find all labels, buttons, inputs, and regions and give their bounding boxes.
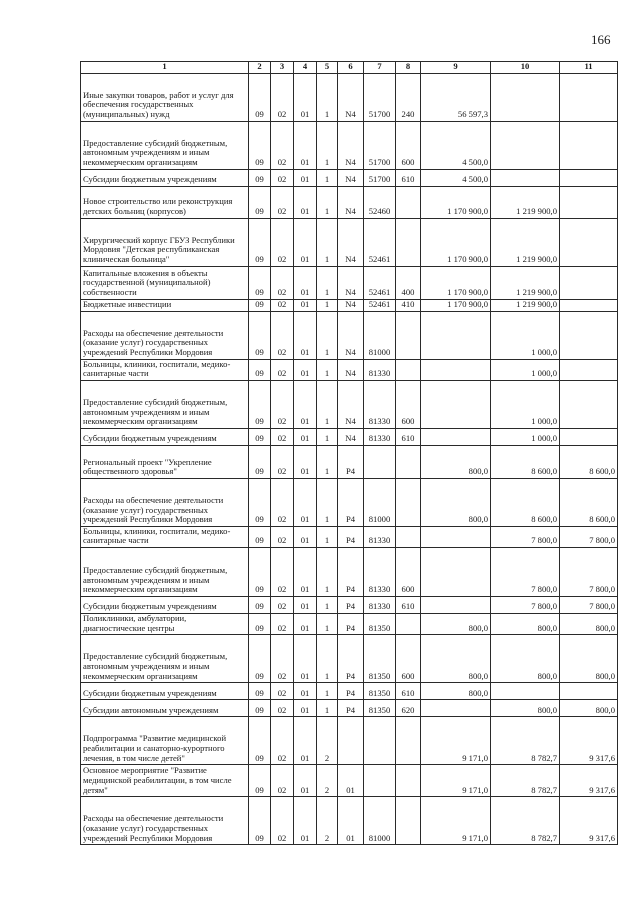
code-cell: 81000 bbox=[364, 797, 396, 845]
amount-col9: 56 597,3 bbox=[421, 73, 491, 121]
amount-col11: 800,0 bbox=[560, 613, 618, 634]
code-cell bbox=[364, 765, 396, 797]
amount-col9 bbox=[421, 311, 491, 359]
code-cell: 51700 bbox=[364, 169, 396, 186]
code-cell: 52461 bbox=[364, 299, 396, 311]
code-cell: 02 bbox=[271, 218, 294, 266]
amount-col10 bbox=[491, 169, 560, 186]
amount-col10: 1 219 900,0 bbox=[491, 299, 560, 311]
code-cell: N4 bbox=[338, 121, 364, 169]
code-cell: 01 bbox=[294, 683, 317, 700]
code-cell bbox=[338, 717, 364, 765]
table-row bbox=[81, 359, 618, 380]
code-cell: 81350 bbox=[364, 635, 396, 683]
code-cell bbox=[396, 218, 421, 266]
code-cell: P4 bbox=[338, 478, 364, 526]
column-header: 6 bbox=[338, 62, 364, 74]
amount-col9: 800,0 bbox=[421, 635, 491, 683]
code-cell: 02 bbox=[271, 613, 294, 634]
code-cell bbox=[396, 526, 421, 547]
amount-col10: 1 000,0 bbox=[491, 428, 560, 445]
amount-col10: 1 219 900,0 bbox=[491, 186, 560, 218]
amount-col11: 7 800,0 bbox=[560, 596, 618, 613]
code-cell: 2 bbox=[317, 765, 338, 797]
header-row bbox=[81, 62, 618, 74]
code-cell: 1 bbox=[317, 547, 338, 596]
code-cell: 600 bbox=[396, 121, 421, 169]
code-cell: 09 bbox=[249, 445, 271, 478]
code-cell: 02 bbox=[271, 266, 294, 299]
code-cell: 09 bbox=[249, 613, 271, 634]
amount-col10 bbox=[491, 121, 560, 169]
amount-col9: 9 171,0 bbox=[421, 765, 491, 797]
code-cell: 02 bbox=[271, 359, 294, 380]
code-cell: 09 bbox=[249, 121, 271, 169]
code-cell: 81330 bbox=[364, 596, 396, 613]
amount-col11: 9 317,6 bbox=[560, 717, 618, 765]
code-cell: 02 bbox=[271, 547, 294, 596]
code-cell: 09 bbox=[249, 428, 271, 445]
amount-col11: 8 600,0 bbox=[560, 478, 618, 526]
code-cell: 01 bbox=[294, 717, 317, 765]
code-cell: 1 bbox=[317, 445, 338, 478]
amount-col11 bbox=[560, 266, 618, 299]
code-cell: 1 bbox=[317, 266, 338, 299]
code-cell: 09 bbox=[249, 169, 271, 186]
amount-col9: 800,0 bbox=[421, 683, 491, 700]
row-name: Основное мероприятие "Развитие медицинской реабилитации, в том числе детям" bbox=[81, 765, 249, 797]
amount-col10: 1 219 900,0 bbox=[491, 218, 560, 266]
amount-col10: 1 000,0 bbox=[491, 359, 560, 380]
code-cell bbox=[396, 478, 421, 526]
table-row bbox=[81, 169, 618, 186]
code-cell: 2 bbox=[317, 797, 338, 845]
code-cell: 02 bbox=[271, 73, 294, 121]
code-cell: 1 bbox=[317, 683, 338, 700]
code-cell: N4 bbox=[338, 169, 364, 186]
code-cell: 02 bbox=[271, 717, 294, 765]
amount-col11 bbox=[560, 380, 618, 428]
code-cell: 01 bbox=[294, 635, 317, 683]
code-cell: N4 bbox=[338, 359, 364, 380]
code-cell bbox=[396, 765, 421, 797]
amount-col11 bbox=[560, 169, 618, 186]
code-cell: 52461 bbox=[364, 266, 396, 299]
row-name: Субсидии бюджетным учреждениям bbox=[81, 169, 249, 186]
table-row bbox=[81, 73, 618, 121]
column-header: 11 bbox=[560, 62, 618, 74]
amount-col10: 8 782,7 bbox=[491, 765, 560, 797]
code-cell: 620 bbox=[396, 700, 421, 717]
code-cell: 09 bbox=[249, 547, 271, 596]
code-cell: 400 bbox=[396, 266, 421, 299]
table-row bbox=[81, 635, 618, 683]
row-name: Предоставление субсидий бюджетным, автономным учреждениям и иным некоммерческим организациям bbox=[81, 547, 249, 596]
code-cell: 01 bbox=[294, 169, 317, 186]
amount-col11 bbox=[560, 299, 618, 311]
code-cell: P4 bbox=[338, 526, 364, 547]
amount-col11 bbox=[560, 311, 618, 359]
amount-col10: 800,0 bbox=[491, 700, 560, 717]
code-cell: 81000 bbox=[364, 311, 396, 359]
row-name: Новое строительство или реконструкция детских больниц (корпусов) bbox=[81, 186, 249, 218]
table-row bbox=[81, 797, 618, 845]
amount-col9: 800,0 bbox=[421, 445, 491, 478]
code-cell: 1 bbox=[317, 73, 338, 121]
row-name: Субсидии бюджетным учреждениям bbox=[81, 683, 249, 700]
code-cell: 02 bbox=[271, 169, 294, 186]
code-cell: 610 bbox=[396, 683, 421, 700]
code-cell: 1 bbox=[317, 311, 338, 359]
code-cell: P4 bbox=[338, 613, 364, 634]
code-cell: 02 bbox=[271, 700, 294, 717]
code-cell: P4 bbox=[338, 700, 364, 717]
code-cell: 52461 bbox=[364, 218, 396, 266]
table-row bbox=[81, 186, 618, 218]
code-cell: N4 bbox=[338, 428, 364, 445]
amount-col11 bbox=[560, 186, 618, 218]
code-cell: 02 bbox=[271, 428, 294, 445]
code-cell: 02 bbox=[271, 311, 294, 359]
row-name: Предоставление субсидий бюджетным, автономным учреждениям и иным некоммерческим организациям bbox=[81, 635, 249, 683]
table-row bbox=[81, 311, 618, 359]
column-header: 7 bbox=[364, 62, 396, 74]
code-cell: 81350 bbox=[364, 683, 396, 700]
code-cell: P4 bbox=[338, 635, 364, 683]
amount-col11 bbox=[560, 359, 618, 380]
amount-col9 bbox=[421, 380, 491, 428]
code-cell: P4 bbox=[338, 683, 364, 700]
table-row bbox=[81, 428, 618, 445]
code-cell: 09 bbox=[249, 311, 271, 359]
amount-col9 bbox=[421, 700, 491, 717]
code-cell: 02 bbox=[271, 186, 294, 218]
code-cell: 600 bbox=[396, 547, 421, 596]
code-cell bbox=[396, 186, 421, 218]
code-cell: 02 bbox=[271, 635, 294, 683]
code-cell: 09 bbox=[249, 596, 271, 613]
amount-col9: 1 170 900,0 bbox=[421, 218, 491, 266]
code-cell: 09 bbox=[249, 186, 271, 218]
code-cell: 01 bbox=[294, 445, 317, 478]
amount-col9 bbox=[421, 359, 491, 380]
code-cell: 1 bbox=[317, 700, 338, 717]
code-cell: 09 bbox=[249, 299, 271, 311]
code-cell: N4 bbox=[338, 299, 364, 311]
code-cell: 02 bbox=[271, 765, 294, 797]
code-cell: 02 bbox=[271, 380, 294, 428]
amount-col11: 9 317,6 bbox=[560, 797, 618, 845]
row-name: Больницы, клиники, госпитали, медико-санитарные части bbox=[81, 526, 249, 547]
code-cell: 09 bbox=[249, 478, 271, 526]
code-cell: P4 bbox=[338, 445, 364, 478]
table-row bbox=[81, 218, 618, 266]
code-cell: 09 bbox=[249, 359, 271, 380]
code-cell: P4 bbox=[338, 547, 364, 596]
code-cell bbox=[396, 359, 421, 380]
amount-col9: 800,0 bbox=[421, 478, 491, 526]
amount-col10: 8 600,0 bbox=[491, 445, 560, 478]
code-cell bbox=[396, 613, 421, 634]
amount-col9 bbox=[421, 526, 491, 547]
code-cell bbox=[396, 797, 421, 845]
row-name: Предоставление субсидий бюджетным, автономным учреждениям и иным некоммерческим организациям bbox=[81, 380, 249, 428]
code-cell: 81000 bbox=[364, 478, 396, 526]
code-cell: 09 bbox=[249, 683, 271, 700]
amount-col10 bbox=[491, 683, 560, 700]
table-row bbox=[81, 765, 618, 797]
amount-col9: 9 171,0 bbox=[421, 717, 491, 765]
code-cell: 02 bbox=[271, 596, 294, 613]
code-cell: 09 bbox=[249, 700, 271, 717]
column-header: 5 bbox=[317, 62, 338, 74]
code-cell: 01 bbox=[294, 218, 317, 266]
table-row bbox=[81, 547, 618, 596]
column-header: 2 bbox=[249, 62, 271, 74]
code-cell: 09 bbox=[249, 266, 271, 299]
code-cell: 01 bbox=[294, 121, 317, 169]
code-cell: 81330 bbox=[364, 547, 396, 596]
code-cell: 1 bbox=[317, 478, 338, 526]
code-cell: 81330 bbox=[364, 380, 396, 428]
amount-col11 bbox=[560, 428, 618, 445]
code-cell: 1 bbox=[317, 186, 338, 218]
amount-col10: 8 600,0 bbox=[491, 478, 560, 526]
code-cell: 01 bbox=[294, 797, 317, 845]
table-row bbox=[81, 299, 618, 311]
amount-col10: 8 782,7 bbox=[491, 797, 560, 845]
row-name: Подпрограмма "Развитие медицинской реабилитации и санаторно-курортного лечения, в том числе детей" bbox=[81, 717, 249, 765]
amount-col11: 8 600,0 bbox=[560, 445, 618, 478]
code-cell: 51700 bbox=[364, 73, 396, 121]
code-cell: 1 bbox=[317, 299, 338, 311]
code-cell: 81350 bbox=[364, 700, 396, 717]
amount-col11: 7 800,0 bbox=[560, 547, 618, 596]
code-cell: N4 bbox=[338, 73, 364, 121]
code-cell: 1 bbox=[317, 613, 338, 634]
table-row bbox=[81, 478, 618, 526]
row-name: Поликлиники, амбулатории, диагностические центры bbox=[81, 613, 249, 634]
amount-col11 bbox=[560, 121, 618, 169]
amount-col9: 1 170 900,0 bbox=[421, 266, 491, 299]
amount-col10: 1 000,0 bbox=[491, 311, 560, 359]
code-cell: N4 bbox=[338, 218, 364, 266]
table-row bbox=[81, 526, 618, 547]
amount-col9: 4 500,0 bbox=[421, 169, 491, 186]
amount-col11: 9 317,6 bbox=[560, 765, 618, 797]
code-cell: 81330 bbox=[364, 428, 396, 445]
table-row bbox=[81, 717, 618, 765]
column-header: 4 bbox=[294, 62, 317, 74]
code-cell: 09 bbox=[249, 73, 271, 121]
amount-col10 bbox=[491, 73, 560, 121]
code-cell: N4 bbox=[338, 186, 364, 218]
code-cell: 01 bbox=[294, 380, 317, 428]
amount-col11: 800,0 bbox=[560, 700, 618, 717]
amount-col9: 800,0 bbox=[421, 613, 491, 634]
column-header: 8 bbox=[396, 62, 421, 74]
row-name: Капитальные вложения в объекты государственной (муниципальной) собственности bbox=[81, 266, 249, 299]
table-row bbox=[81, 596, 618, 613]
row-name: Региональный проект "Укрепление общественного здоровья" bbox=[81, 445, 249, 478]
table-row bbox=[81, 613, 618, 634]
code-cell: 02 bbox=[271, 445, 294, 478]
code-cell: 1 bbox=[317, 380, 338, 428]
code-cell: N4 bbox=[338, 266, 364, 299]
code-cell: 01 bbox=[294, 547, 317, 596]
code-cell: 01 bbox=[294, 73, 317, 121]
row-name: Больницы, клиники, госпитали, медико-санитарные части bbox=[81, 359, 249, 380]
code-cell: 02 bbox=[271, 797, 294, 845]
code-cell: 01 bbox=[294, 478, 317, 526]
amount-col11 bbox=[560, 218, 618, 266]
column-header: 3 bbox=[271, 62, 294, 74]
code-cell: N4 bbox=[338, 380, 364, 428]
code-cell bbox=[364, 445, 396, 478]
code-cell: P4 bbox=[338, 596, 364, 613]
column-header: 10 bbox=[491, 62, 560, 74]
amount-col10: 7 800,0 bbox=[491, 547, 560, 596]
amount-col9: 9 171,0 bbox=[421, 797, 491, 845]
code-cell: 01 bbox=[338, 765, 364, 797]
code-cell: 01 bbox=[338, 797, 364, 845]
row-name: Хирургический корпус ГБУЗ Республики Мордовия "Детская республиканская клиническая больница" bbox=[81, 218, 249, 266]
code-cell: 02 bbox=[271, 121, 294, 169]
code-cell: 01 bbox=[294, 765, 317, 797]
amount-col9: 4 500,0 bbox=[421, 121, 491, 169]
column-header: 9 bbox=[421, 62, 491, 74]
amount-col11: 800,0 bbox=[560, 635, 618, 683]
code-cell: 01 bbox=[294, 266, 317, 299]
code-cell: 610 bbox=[396, 169, 421, 186]
row-name: Субсидии бюджетным учреждениям bbox=[81, 596, 249, 613]
code-cell: 1 bbox=[317, 596, 338, 613]
table-row bbox=[81, 445, 618, 478]
code-cell: 02 bbox=[271, 526, 294, 547]
row-name: Бюджетные инвестиции bbox=[81, 299, 249, 311]
amount-col10: 7 800,0 bbox=[491, 596, 560, 613]
code-cell: 02 bbox=[271, 683, 294, 700]
code-cell: 1 bbox=[317, 635, 338, 683]
code-cell: 81330 bbox=[364, 359, 396, 380]
row-name: Предоставление субсидий бюджетным, автономным учреждениям и иным некоммерческим организациям bbox=[81, 121, 249, 169]
column-header: 1 bbox=[81, 62, 249, 74]
budget-table bbox=[80, 61, 618, 845]
code-cell: 01 bbox=[294, 359, 317, 380]
amount-col11: 7 800,0 bbox=[560, 526, 618, 547]
code-cell bbox=[396, 445, 421, 478]
code-cell bbox=[396, 717, 421, 765]
amount-col11 bbox=[560, 683, 618, 700]
code-cell: 52460 bbox=[364, 186, 396, 218]
code-cell: 1 bbox=[317, 218, 338, 266]
code-cell: 01 bbox=[294, 311, 317, 359]
row-name: Субсидии автономным учреждениям bbox=[81, 700, 249, 717]
code-cell: N4 bbox=[338, 311, 364, 359]
code-cell: 09 bbox=[249, 797, 271, 845]
code-cell: 09 bbox=[249, 526, 271, 547]
amount-col10: 1 219 900,0 bbox=[491, 266, 560, 299]
code-cell: 1 bbox=[317, 359, 338, 380]
amount-col9: 1 170 900,0 bbox=[421, 186, 491, 218]
amount-col10: 7 800,0 bbox=[491, 526, 560, 547]
code-cell: 610 bbox=[396, 428, 421, 445]
row-name: Расходы на обеспечение деятельности (оказание услуг) государственных учреждений Республики Мордовия bbox=[81, 797, 249, 845]
code-cell: 610 bbox=[396, 596, 421, 613]
code-cell: 81350 bbox=[364, 613, 396, 634]
amount-col9: 1 170 900,0 bbox=[421, 299, 491, 311]
code-cell: 09 bbox=[249, 635, 271, 683]
amount-col10: 800,0 bbox=[491, 613, 560, 634]
row-name: Расходы на обеспечение деятельности (оказание услуг) государственных учреждений Республики Мордовия bbox=[81, 478, 249, 526]
code-cell: 01 bbox=[294, 299, 317, 311]
code-cell: 01 bbox=[294, 596, 317, 613]
table-row bbox=[81, 266, 618, 299]
row-name: Субсидии бюджетным учреждениям bbox=[81, 428, 249, 445]
row-name: Расходы на обеспечение деятельности (оказание услуг) государственных учреждений Республики Мордовия bbox=[81, 311, 249, 359]
code-cell: 01 bbox=[294, 613, 317, 634]
code-cell bbox=[396, 311, 421, 359]
code-cell: 09 bbox=[249, 380, 271, 428]
code-cell: 01 bbox=[294, 526, 317, 547]
amount-col9 bbox=[421, 428, 491, 445]
table-body bbox=[81, 73, 618, 845]
code-cell: 02 bbox=[271, 299, 294, 311]
amount-col10: 1 000,0 bbox=[491, 380, 560, 428]
table-row bbox=[81, 700, 618, 717]
amount-col11 bbox=[560, 73, 618, 121]
amount-col10: 8 782,7 bbox=[491, 717, 560, 765]
code-cell: 09 bbox=[249, 218, 271, 266]
code-cell: 01 bbox=[294, 700, 317, 717]
row-name: Иные закупки товаров, работ и услуг для обеспечения государственных (муниципальных) нужд bbox=[81, 73, 249, 121]
code-cell bbox=[364, 717, 396, 765]
code-cell: 02 bbox=[271, 478, 294, 526]
code-cell: 1 bbox=[317, 121, 338, 169]
table-row bbox=[81, 121, 618, 169]
code-cell: 09 bbox=[249, 717, 271, 765]
code-cell: 09 bbox=[249, 765, 271, 797]
code-cell: 240 bbox=[396, 73, 421, 121]
code-cell: 1 bbox=[317, 526, 338, 547]
code-cell: 1 bbox=[317, 169, 338, 186]
code-cell: 01 bbox=[294, 186, 317, 218]
amount-col9 bbox=[421, 596, 491, 613]
code-cell: 410 bbox=[396, 299, 421, 311]
amount-col10: 800,0 bbox=[491, 635, 560, 683]
code-cell: 2 bbox=[317, 717, 338, 765]
code-cell: 600 bbox=[396, 380, 421, 428]
code-cell: 51700 bbox=[364, 121, 396, 169]
page-number: 166 bbox=[591, 32, 611, 47]
amount-col9 bbox=[421, 547, 491, 596]
code-cell: 600 bbox=[396, 635, 421, 683]
code-cell: 1 bbox=[317, 428, 338, 445]
table-row bbox=[81, 380, 618, 428]
code-cell: 81330 bbox=[364, 526, 396, 547]
code-cell: 01 bbox=[294, 428, 317, 445]
table-row bbox=[81, 683, 618, 700]
